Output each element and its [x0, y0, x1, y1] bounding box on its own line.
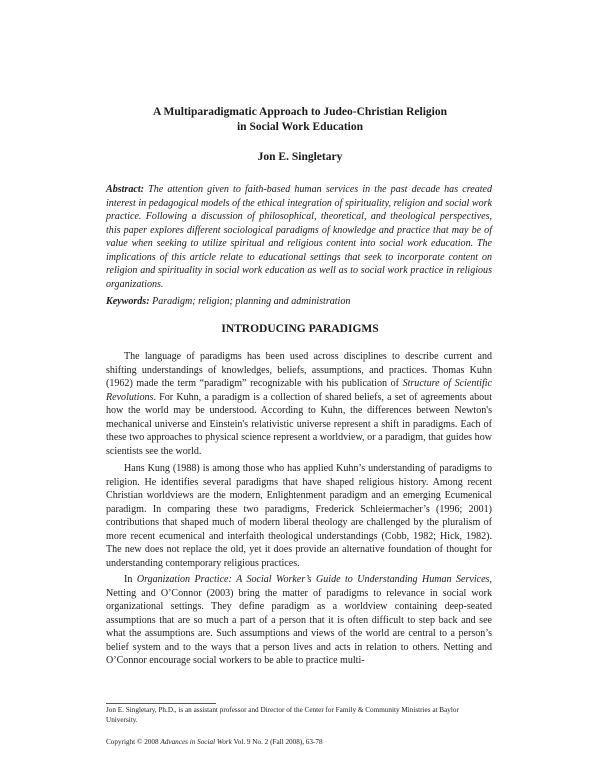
paragraph-1 — [106, 350, 492, 458]
copyright-prefix: Copyright © 2008 — [106, 738, 161, 746]
abstract-label: Abstract: — [106, 184, 144, 195]
paragraph-3 — [106, 573, 492, 668]
footnote-divider — [106, 703, 216, 704]
abstract-text: The attention given to faith-based human services in the past decade has created interest in pedagogical models of the ethical integration of spirituality, religion and social work practice. Following a discussion of philosophical, theoretical, and theological perspectives, this paper explores different sociological paradigms of knowledge and practice that may be of value when seeking to utilize spiritual and religious content into social work education. The implications of this article relate to educational settings that seek to incorporate content on religion and spirituality in social work education as well as to social work practice in religious organizations. — [106, 184, 492, 290]
paragraph-2: Hans Kung (1988) is among those who has applied Kuhn’s understanding of paradigms to religion. He identifies several paradigms that have shaped religious history. Among recent Christian worldviews are the modern, Enlightenment paradigm and an emerging Ecumenical paradigm. In comparing these two paradigms, Frederick Schleiermacher’s (1996; 2001) contributions that shaped much of modern liberal theology are challenged by the pluralism of more recent ecumenical and interfaith theological understandings (Cobb, 1982; Hick, 1982). The new does not replace the old, yet it does provide an alternative foundation of thought for understanding contemporary religious practices. — [106, 463, 492, 569]
paragraph-3-book-title: Organization Practice: A Social Worker’s Guide to Understanding Human Services — [136, 574, 490, 585]
author-footnote: Jon E. Singletary, Ph.D., is an assistant professor and Director of the Center for Family & Community Ministries at Baylor University. — [106, 706, 459, 724]
paragraph-1-book-title: Structure of Scientific Revolutions — [106, 378, 492, 403]
abstract — [106, 183, 492, 291]
paragraph-1-text-b: . For Kuhn, a paradigm is a collection of shared beliefs, a set of agreements about how the world may be understood. According to Kuhn, the differences between Newton's mechanical universe and Einstein's relativistic universe represent a shift in paradigms. Each of these two approaches to physical science represent a worldview, or a paradigm, that guides how scientists see the world. — [106, 391, 492, 457]
author-name: Jon E. Singletary — [257, 151, 343, 163]
paragraph-1-text-a: The language of paradigms has been used across disciplines to describe current and shifting understandings of knowledges, beliefs, assumptions, and practices. Thomas Kuhn (1962) made the term “paradigm” recognizable with his publication of — [106, 351, 492, 390]
title-line-1: A Multiparadigmatic Approach to Judeo-Christian Religion — [152, 106, 447, 118]
keywords — [106, 295, 492, 309]
copyright-suffix: Vol. 9 No. 2 (Fall 2008), 63-78 — [231, 738, 323, 746]
paper-title — [100, 105, 500, 135]
paragraph-3-prefix: In — [124, 574, 137, 585]
keywords-label: Keywords: — [106, 296, 150, 307]
title-line-2: in Social Work Education — [236, 121, 363, 133]
copyright-line — [106, 738, 492, 748]
paragraph-3-text: , Netting and O’Connor (2003) bring the matter of paradigms to relevance in social work organizational settings. They define paradigm as a worldview containing deep-seated assumptions that are so much a part of a person that it is often difficult to step back and see what the assumptions are. Such assumptions and views of the world are central to a person’s belief system and to the ways that a person lives and acts in relation to others. Netting and O’Connor encourage social workers to be able to practice multi- — [106, 574, 492, 667]
keywords-text: Paradigm; religion; planning and administration — [152, 296, 351, 307]
journal-name: Advances in Social Work — [160, 738, 232, 746]
section-heading: INTRODUCING PARADIGMS — [221, 323, 379, 335]
